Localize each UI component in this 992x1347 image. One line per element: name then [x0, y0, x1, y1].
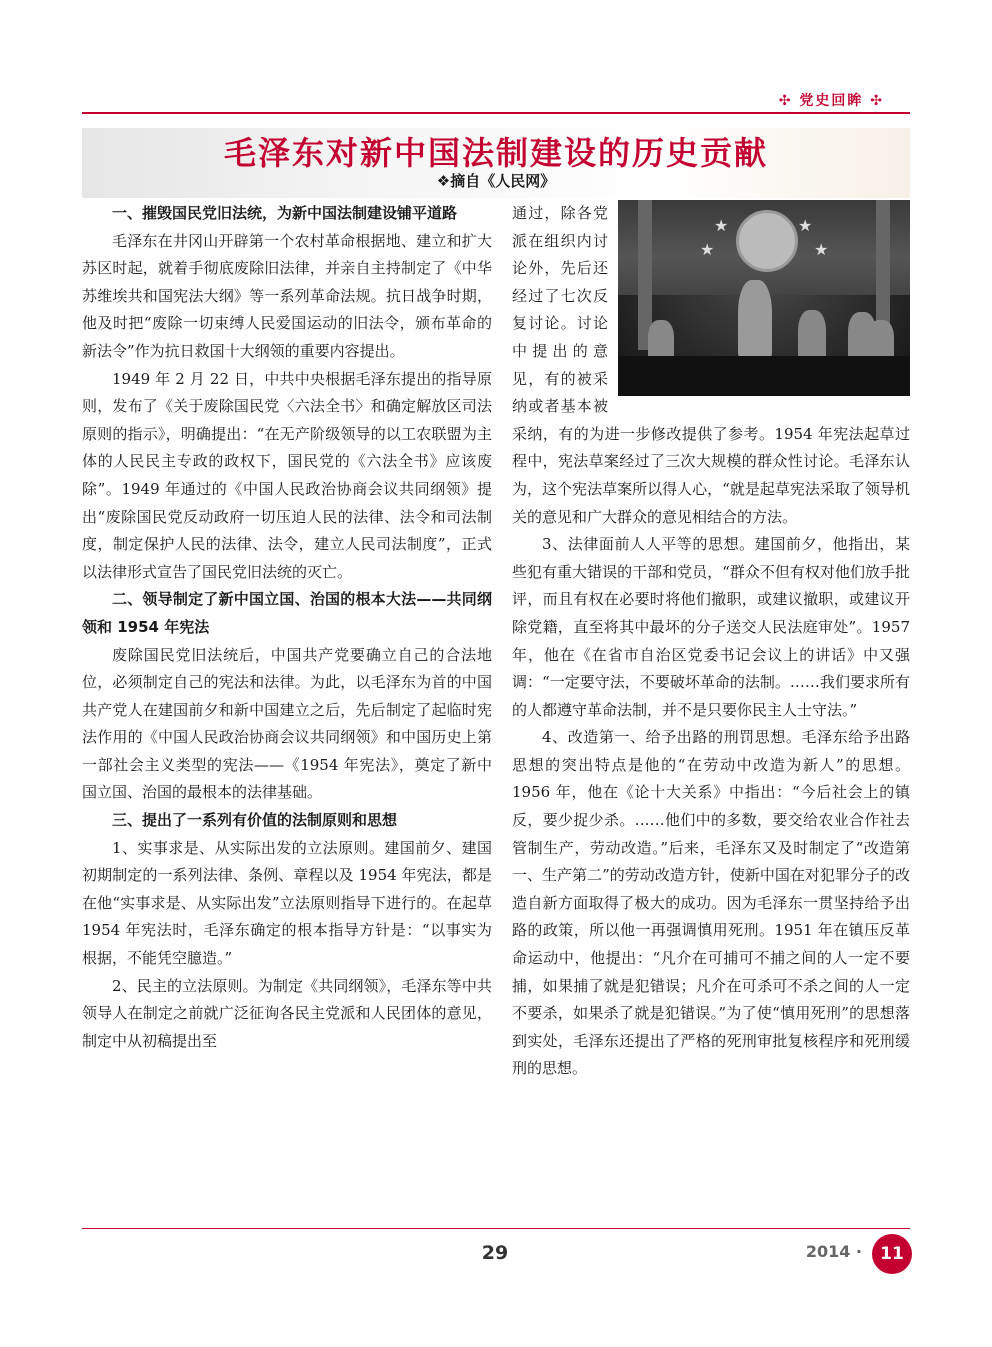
section-heading-2: 二、领导制定了新中国立国、治国的根本大法——共同纲领和 1954 年宪法	[82, 590, 492, 636]
section-tag: ✣ 党史回眸 ✣	[778, 93, 884, 109]
section-heading-3: 三、提出了一系列有价值的法制原则和思想	[112, 811, 398, 830]
paragraph: 3、法律面前人人平等的思想。建国前夕，他指出，某些犯有重大错误的干部和党员，“群众不但有权对他们放手批评，而且有权在必要时将他们撤职，或建议撤职，或建议开除党籍，直至将其中最坏的分子送交人民法庭审处”。1957 年，他在《在省市自治区党委书记会议上的讲话》中又强调：“一定要守法，不要破坏革命的法制。……我们要求所有的人都遵守革命法制，并不是只要你民主人士守法。”	[512, 535, 910, 719]
issue-year: 2014 ·	[805, 1242, 862, 1261]
footer-rule	[82, 1228, 910, 1229]
emblem-icon	[736, 210, 798, 272]
top-rule	[82, 112, 910, 114]
article-title: 毛泽东对新中国法制建设的历史贡献	[223, 134, 768, 172]
paragraph: 1、实事求是、从实际出发的立法原则。建国前夕、建国初期制定的一系列法律、条例、章程以及 1954 年宪法，都是在他“实事求是、从实际出发”立法原则指导下进行的。在起草 1954 年宪法时，毛泽东确定的根本指导方针是：“以事实为根据，不能凭空臆造。”	[82, 838, 492, 968]
paragraph: 毛泽东在井冈山开辟第一个农村革命根据地、建立和扩大苏区时起，就着手彻底废除旧法律，并亲自主持制定了《中华苏维埃共和国宪法大纲》等一系列革命法规。抗日战争时期，他及时把“废除一切束缚人民爱国运动的旧法令，颁布革命的新法令”作为抗日救国十大纲领的重要内容提出。	[82, 231, 492, 360]
article-source: ❖摘自《人民网》	[436, 172, 556, 190]
left-column	[82, 200, 492, 1055]
paragraph: 1949 年 2 月 22 日，中共中央根据毛泽东提出的指导原则，发布了《关于废除国民党〈六法全书〉和确定解放区司法原则的指示》，明确提出：“在无产阶级领导的以工农联盟为主体的人民民主专政的政权下，国民党的《六法全书》应该废除”。1949 年通过的《中国人民政治协商会议共同纲领》提出“废除国民党反动政府一切压迫人民的法律、法令和司法制度，制定保护人民的法律、法令，建立人民司法制度”，正式以法律形式宣告了国民党旧法统的灭亡。	[82, 369, 492, 581]
paragraph: 4、改造第一、给予出路的刑罚思想。毛泽东给予出路思想的突出特点是他的“在劳动中改造为新人”的思想。1956 年，他在《论十大关系》中指出：“今后社会上的镇反，要少捉少杀。……他们中的多数，要交给农业合作社去管制生产，劳动改造。”后来，毛泽东又及时制定了“改造第一、生产第二”的劳动改造方针，使新中国在对犯罪分子的改造自新方面取得了极大的成功。因为毛泽东一贯坚持给予出路的政策，所以他一再强调慎用死刑。1951 年在镇压反革命运动中，他提出：“凡介在可捕可不捕之间的人一定不要捕，如果捕了就是犯错误；凡介在可杀可不杀之间的人一定不要杀，如果杀了就是犯错误。”为了使“慎用死刑”的思想落到实处，毛泽东还提出了严格的死刑审批复核程序和死刑缓刑的思想。	[512, 728, 910, 1078]
right-column	[512, 200, 910, 1083]
section-heading-1: 一、摧毁国民党旧法统，为新中国法制建设铺平道路	[112, 204, 458, 222]
paragraph: 废除国民党旧法统后，中国共产党要确立自己的合法地位，必须制定自己的宪法和法律。为此，以毛泽东为首的中国共产党人在建国前夕和新中国建立之后，先后制定了起临时宪法作用的《中国人民政治协商会议共同纲领》和中国历史上第一部社会主义类型的宪法——《1954 年宪法》，奠定了新中国立国、治国的最根本的法律基础。	[82, 645, 492, 802]
page-number: 29	[481, 1242, 509, 1264]
historical-photo: ★ ★ ★ ★	[618, 200, 910, 396]
paragraph: 2、民主的立法原则。为制定《共同纲领》，毛泽东等中共领导人在制定之前就广泛征询各民主党派和人民团体的意见，制定中从初稿提出至	[82, 976, 492, 1050]
paragraph: 通过，除各党派在组织内讨论外，先后还经过了七次反复讨论。讨论中提出的意见，有的被采纳或者基本被采纳，有的为进一步修改提供了参考。1954 年宪法起草过程中，宪法草案经过了三次大规模的群众性讨论。毛泽东认为，这个宪法草案所以得人心，“就是起草宪法采取了领导机关的意见和广大群众的意见相结合的方法。	[512, 204, 910, 526]
issue-badge: 11	[872, 1234, 912, 1274]
